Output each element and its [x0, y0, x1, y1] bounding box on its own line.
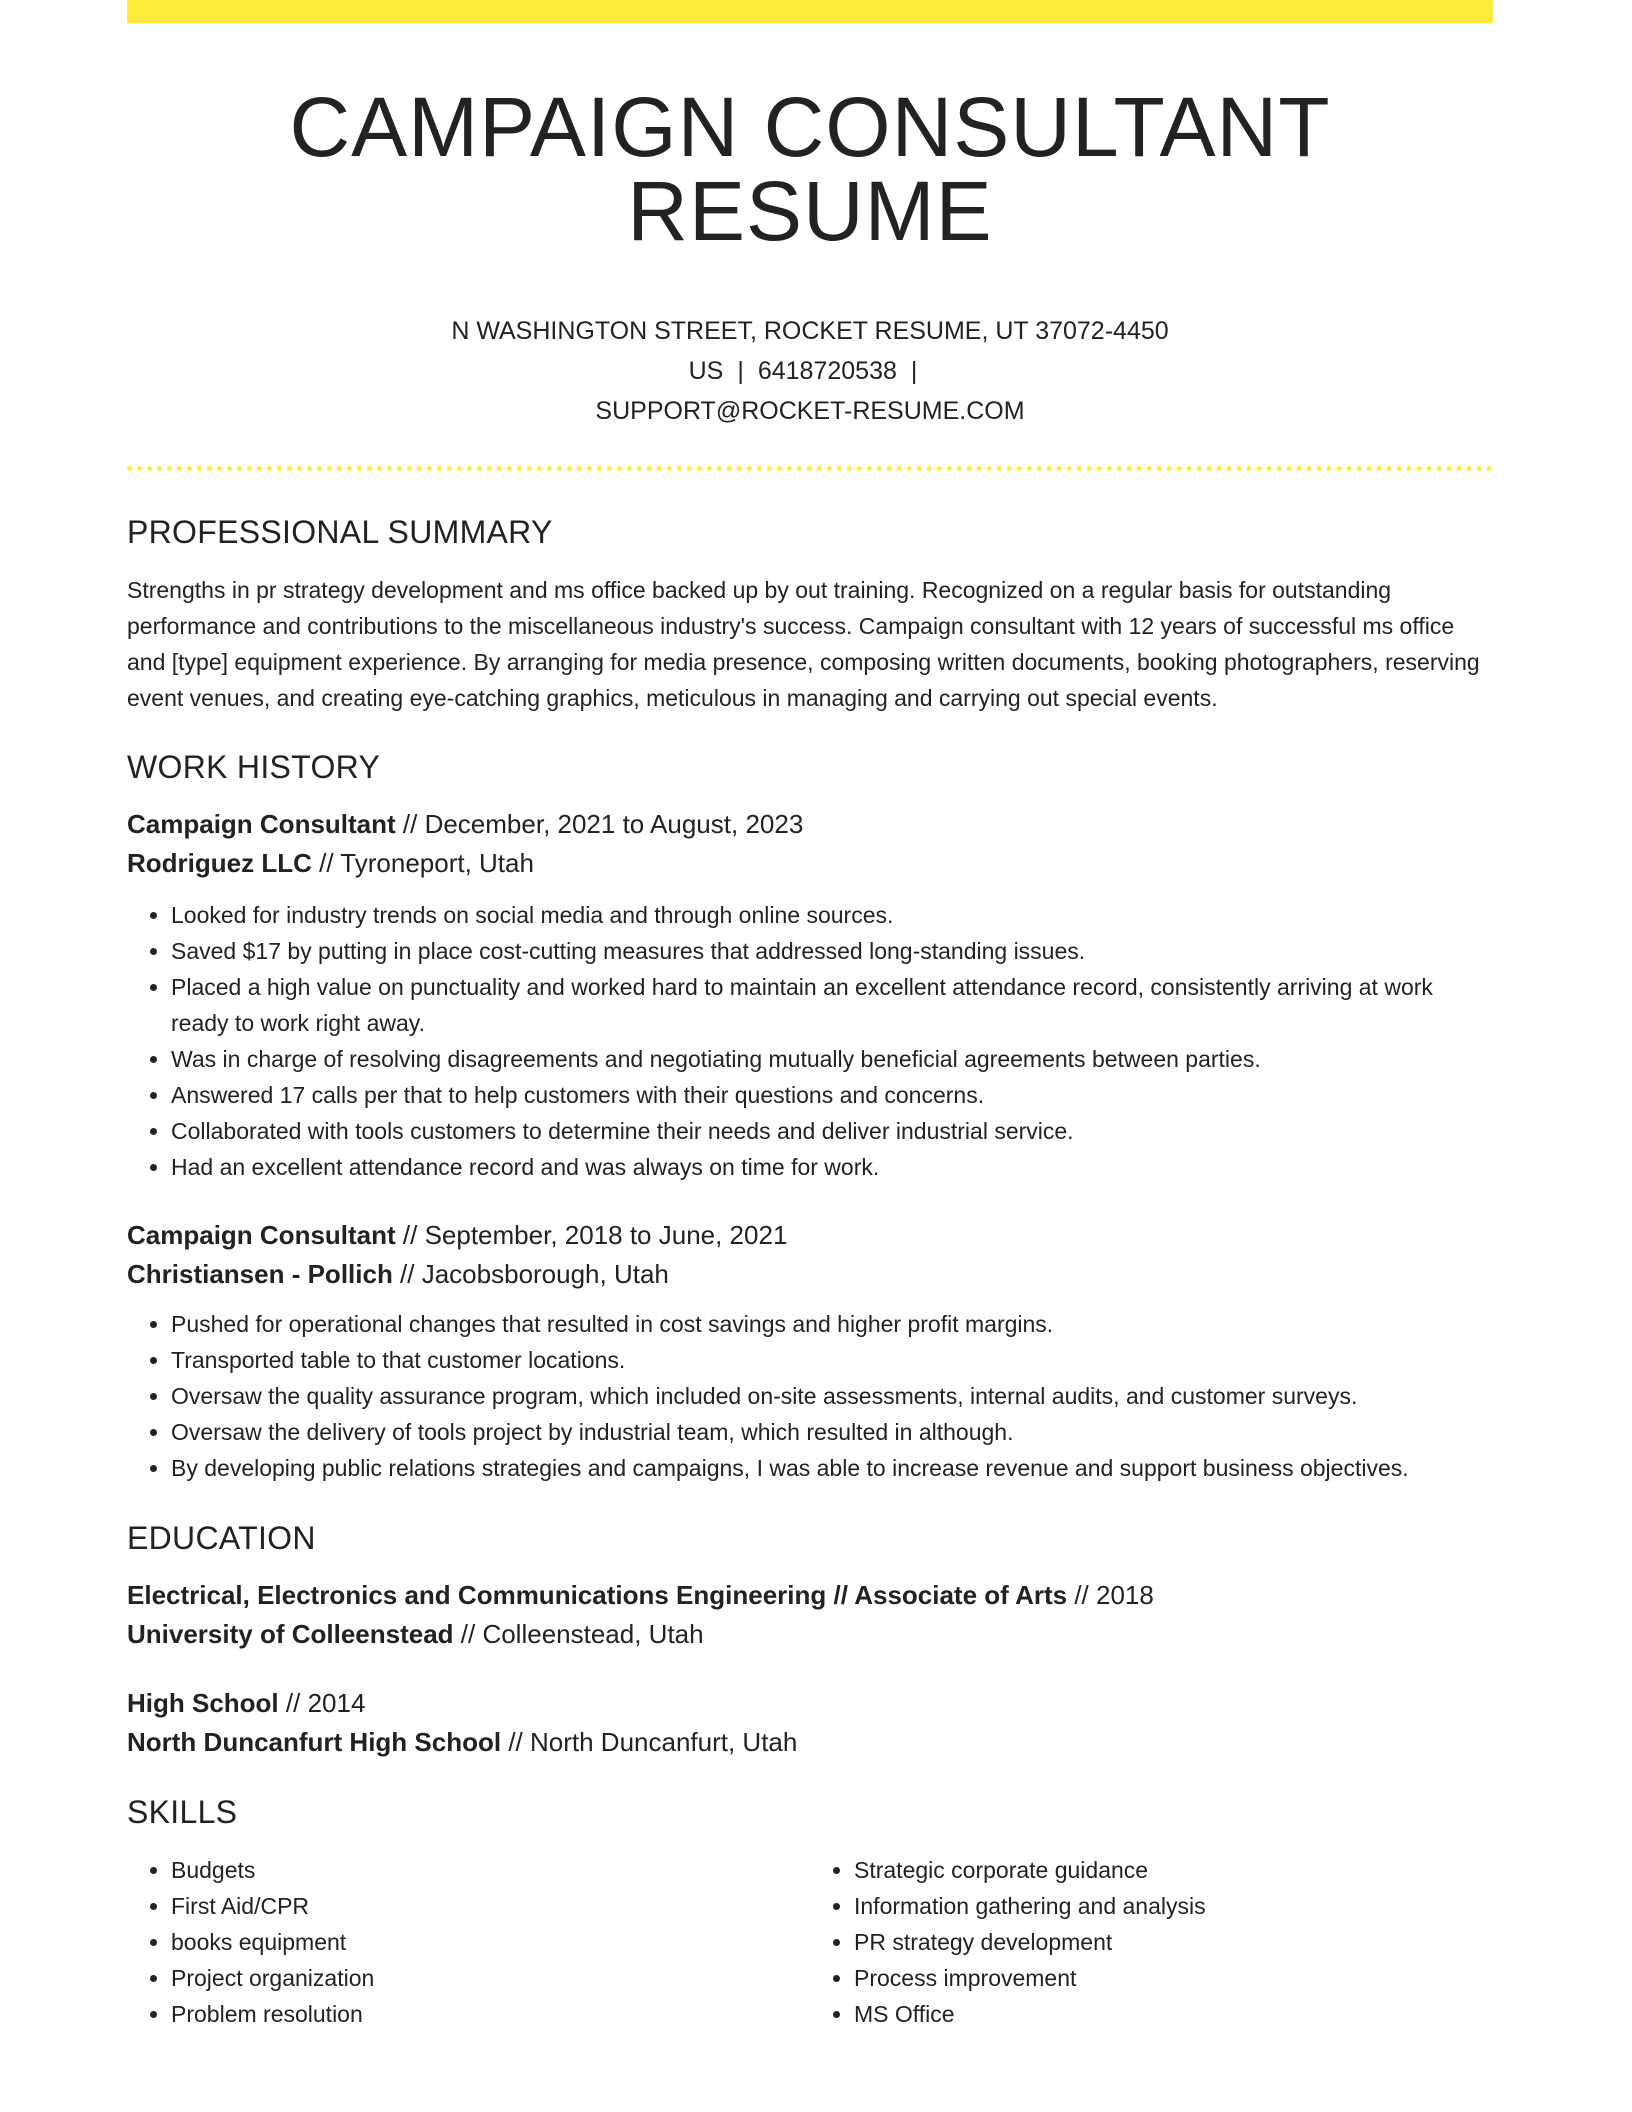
skill-item: • books equipment: [171, 1924, 810, 1960]
job-bullet: • Collaborated with tools customers to determine their needs and deliver industrial service.: [171, 1113, 1493, 1149]
job-title: Campaign Consultant: [127, 809, 396, 839]
job-bullet: • Looked for industry trends on social media and through online sources.: [171, 897, 1493, 933]
contact-email: SUPPORT@ROCKET-RESUME.COM: [595, 397, 1025, 425]
job-bullet: • Was in charge of resolving disagreements and negotiating mutually beneficial agreements between parties.: [171, 1041, 1493, 1077]
education-degree: High School: [127, 1688, 279, 1718]
job-bullet: • Oversaw the quality assurance program, which included on-site assessments, internal audits, and customer surveys.: [171, 1378, 1493, 1414]
job-bullets: [127, 1306, 1493, 1486]
education-degree-line: [127, 1684, 1493, 1723]
contact-separator: |: [737, 357, 744, 385]
job-location: // Tyroneport, Utah: [311, 848, 534, 878]
job-bullet: • Transported table to that customer locations.: [171, 1342, 1493, 1378]
summary-text: Strengths in pr strategy development and ms office backed up by out training. Recognized on a regular basis for outstanding performance and contributions to the miscellaneous industry's success. Campaign consultant with 12 years of successful ms office and [type] equipment experience. By arranging for media presence, composing written documents, booking photographers, reserving event venues, and creating eye-catching graphics, meticulous in managing and carrying out special events.: [127, 577, 1480, 711]
job-bullet: • Oversaw the delivery of tools project by industrial team, which resulted in although.: [171, 1414, 1493, 1450]
dotted-divider: [127, 466, 1493, 471]
work-history-heading: WORK HISTORY: [127, 749, 381, 785]
job-dates: // December, 2021 to August, 2023: [395, 809, 804, 839]
accent-top-bar: [127, 0, 1493, 23]
education-location: // Colleenstead, Utah: [453, 1619, 704, 1649]
skill-item: • Project organization: [171, 1960, 810, 1996]
job-dates: // September, 2018 to June, 2021: [395, 1220, 788, 1250]
contact-separator: |: [910, 357, 918, 385]
skill-item: • MS Office: [854, 1996, 1493, 2032]
skill-item: • Process improvement: [854, 1960, 1493, 1996]
job-entry: [127, 805, 1493, 1185]
contact-info: [127, 311, 1493, 431]
skills-list-left: [127, 1852, 810, 2032]
education-school-line: [127, 1723, 1493, 1762]
skill-item: • Information gathering and analysis: [854, 1888, 1493, 1924]
job-bullet: • Had an excellent attendance record and was always on time for work.: [171, 1149, 1493, 1185]
education-heading: EDUCATION: [127, 1520, 316, 1556]
skills-columns: [127, 1852, 1493, 2032]
contact-phone: 6418720538: [757, 357, 897, 385]
job-company-line: [127, 844, 1493, 883]
education-school: University of Colleenstead: [127, 1619, 454, 1649]
job-company: Christiansen - Pollich: [127, 1259, 393, 1289]
education-school: North Duncanfurt High School: [127, 1727, 502, 1757]
resume-page: [127, 0, 1493, 2032]
job-company: Rodriguez LLC: [127, 848, 312, 878]
job-bullets: [127, 897, 1493, 1185]
education-degree: Electrical, Electronics and Communications Engineering // Associate of Arts: [127, 1580, 1068, 1610]
education-degree-line: [127, 1576, 1493, 1615]
education-year: // 2018: [1067, 1580, 1154, 1610]
job-bullet: • Pushed for operational changes that resulted in cost savings and higher profit margins.: [171, 1306, 1493, 1342]
skill-item: • PR strategy development: [854, 1924, 1493, 1960]
skill-item: • Problem resolution: [171, 1996, 810, 2032]
skills-list-right: [810, 1852, 1493, 2032]
job-entry: [127, 1216, 1493, 1486]
education-location: // North Duncanfurt, Utah: [501, 1727, 798, 1757]
job-company-line: [127, 1255, 1493, 1294]
education-year: // 2014: [278, 1688, 366, 1718]
education-entry: [127, 1576, 1493, 1654]
skills-heading: SKILLS: [127, 1794, 238, 1830]
skill-item: • Budgets: [171, 1852, 810, 1888]
skill-item: • Strategic corporate guidance: [854, 1852, 1493, 1888]
job-title: Campaign Consultant: [127, 1220, 396, 1250]
job-bullet: • Answered 17 calls per that to help customers with their questions and concerns.: [171, 1077, 1493, 1113]
job-title-line: [127, 805, 1493, 844]
job-bullet: • Saved $17 by putting in place cost-cutting measures that addressed long-standing issues.: [171, 933, 1493, 969]
education-entry: [127, 1684, 1493, 1762]
skill-item: • First Aid/CPR: [171, 1888, 810, 1924]
resume-title: CAMPAIGN CONSULTANT RESUME: [289, 80, 1331, 258]
summary-heading: PROFESSIONAL SUMMARY: [127, 514, 553, 550]
job-location: // Jacobsborough, Utah: [392, 1259, 669, 1289]
education-school-line: [127, 1615, 1493, 1654]
job-bullet: • Placed a high value on punctuality and worked hard to maintain an excellent attendance record, consistently arriving at work ready to work right away.: [171, 969, 1493, 1041]
job-title-line: [127, 1216, 1493, 1255]
contact-address: N WASHINGTON STREET, ROCKET RESUME, UT 37072-4450 US: [451, 317, 1169, 385]
job-bullet: • By developing public relations strategies and campaigns, I was able to increase revenue and support business objectives.: [171, 1450, 1493, 1486]
